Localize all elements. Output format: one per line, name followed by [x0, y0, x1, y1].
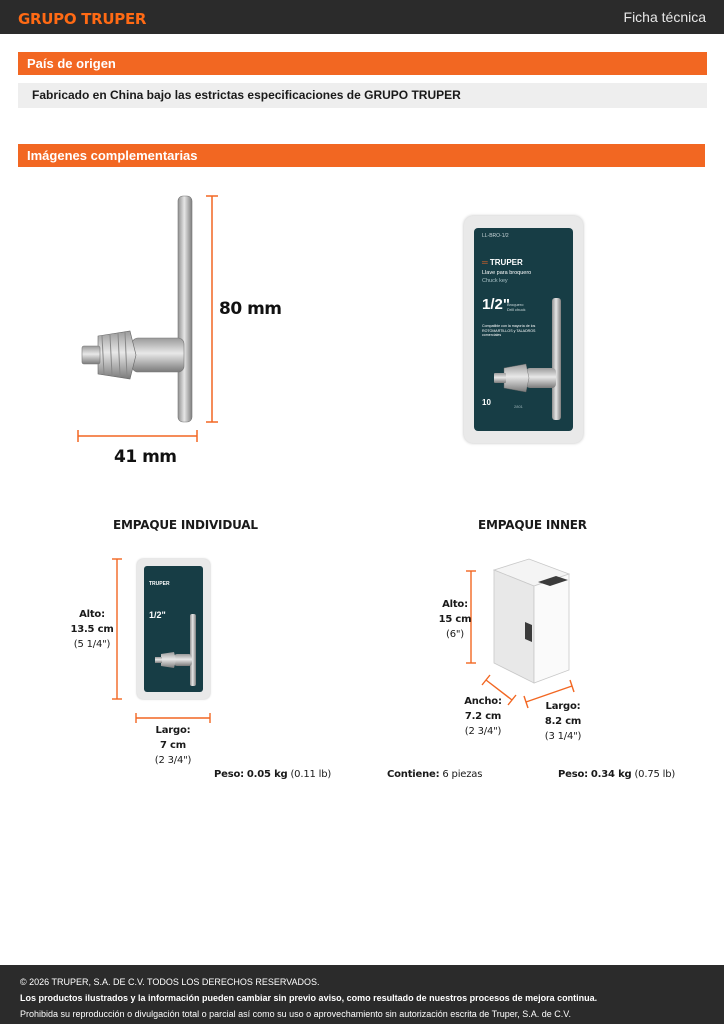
package-brand: ═ TRUPER	[482, 258, 523, 267]
origin-section-title: País de origen	[18, 52, 707, 75]
footer-prohibition: Prohibida su reproducción o divulgación total o parcial así como su uso o aprovechamiento sin autorización escrita de Truper, S.A. de C.V.	[20, 1009, 571, 1019]
individual-pack-size: 1/2"	[149, 610, 166, 620]
document-type: Ficha técnica	[623, 9, 706, 25]
top-bar	[0, 0, 724, 34]
blister-package	[464, 216, 583, 443]
inner-pack-length: Largo: 8.2 cm (3 1/4")	[544, 701, 582, 742]
inner-pack-height: Alto: 15 cm (6")	[438, 599, 472, 640]
inner-pack-width: Ancho: 7.2 cm (2 3/4")	[464, 696, 502, 737]
individual-pack-brand: TRUPER	[149, 581, 170, 587]
inner-pack-title: EMPAQUE INNER	[478, 518, 587, 532]
package-card	[474, 228, 573, 431]
footer	[0, 965, 724, 1024]
package-size-sub: Broquero Drill chuck	[507, 302, 526, 312]
individual-pack-weight: Peso: 0.05 kg (0.11 lb)	[214, 769, 332, 780]
package-code: LL-BRO-1/2	[482, 233, 509, 239]
package-size: 1/2"	[482, 296, 510, 313]
package-barcode: 2801	[514, 404, 523, 409]
package-warranty: 10	[482, 398, 491, 407]
images-section-title: Imágenes complementarias	[18, 144, 705, 167]
width-dimension-label: 41 mm	[114, 447, 177, 467]
package-compat-text: Compatible con la mayoría de los ROTOMARTILLOS y TALADROS comerciales	[482, 324, 536, 337]
height-dimension-label: 80 mm	[219, 299, 282, 319]
individual-pack-dimension-lines	[110, 556, 215, 726]
origin-text: Fabricado en China bajo las estrictas especificaciones de GRUPO TRUPER	[18, 83, 707, 108]
individual-pack-title: EMPAQUE INDIVIDUAL	[113, 518, 258, 532]
inner-pack-contents: Contiene: 6 piezas	[387, 769, 483, 780]
package-product-name-en: Chuck key	[482, 278, 508, 284]
individual-pack-height: Alto: 13.5 cm (5 1/4")	[70, 609, 114, 650]
individual-pack-length: Largo: 7 cm (2 3/4")	[154, 725, 192, 766]
footer-notice: Los productos ilustrados y la información pueden cambiar sin previo aviso, como resultado de nuestros procesos de mejora continua.	[20, 993, 598, 1003]
footer-copyright: © 2026 TRUPER, S.A. DE C.V. TODOS LOS DERECHOS RESERVADOS.	[20, 977, 320, 987]
chuck-key-drawing	[70, 186, 240, 446]
package-product-name: Llave para broquero	[482, 270, 532, 276]
inner-pack-weight: Peso: 0.34 kg (0.75 lb)	[558, 769, 676, 780]
brand-logo: GRUPO TRUPER	[18, 10, 147, 28]
package-key-illustration	[490, 284, 570, 424]
